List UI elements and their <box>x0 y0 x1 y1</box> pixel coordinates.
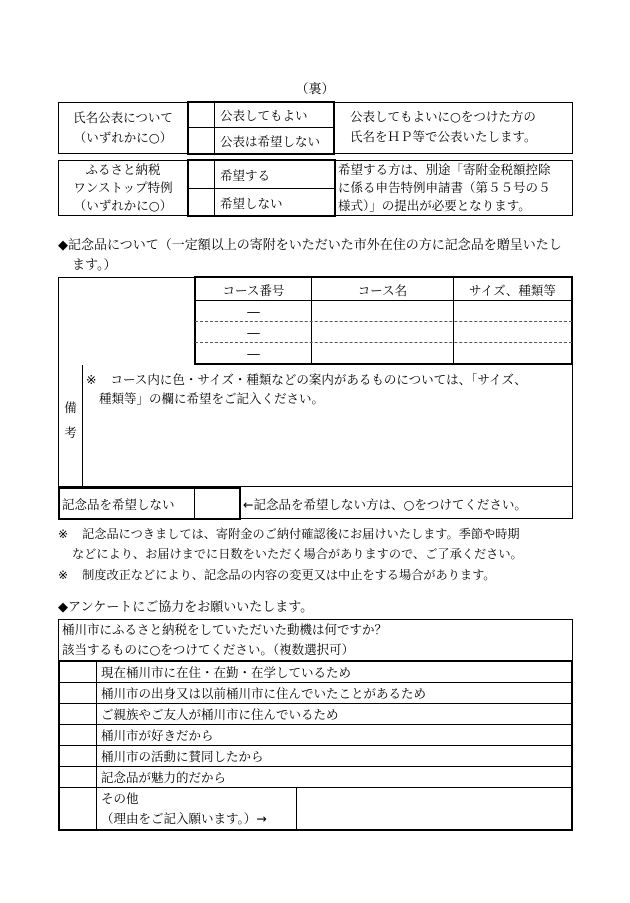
one-stop-note-line1: 希望する方は、別途「寄附金税額控除 <box>338 162 551 177</box>
name-publish-note-line1: 公表してもよいに○をつけた方の <box>350 109 536 124</box>
course-row-2-size[interactable] <box>454 322 571 342</box>
remarks-label-2: 考 <box>64 425 77 440</box>
survey-heading: ◆アンケートにご協力をお願いいたします。 <box>58 600 314 615</box>
name-publish-label-line2: （いずれかに○） <box>73 130 173 145</box>
survey-option-1: 現在桶川市に在住・在勤・在学しているため <box>101 665 352 680</box>
one-stop-note-line2: に係る申告特例申請書（第５５号の５ <box>338 180 551 195</box>
course-row-1-no: ― <box>247 303 260 319</box>
gift-note-1-line2: などにより、お届けまでに日数をいただく場合がありますので、ご了承ください。 <box>72 547 523 561</box>
gift-note-1-text: 記念品につきましては、寄附金のご納付確認後にお届けいたします。季節や時期 <box>82 527 520 541</box>
course-row-2-name[interactable] <box>312 322 453 342</box>
one-stop-label <box>58 160 188 216</box>
one-stop-row-divider <box>187 188 336 189</box>
remarks-field[interactable] <box>84 406 571 484</box>
gift-note-1-mark: ※ <box>58 527 69 541</box>
remarks-line1-text: コース内に色・サイズ・種類などの案内があるものについては、「サイズ、 <box>110 372 527 387</box>
survey-option-2: 桶川市の出身又は以前桶川市に住んでいたことがあるため <box>101 686 427 701</box>
survey-option-3-mark[interactable] <box>60 704 96 724</box>
one-stop-label-line2: ワンストップ特例 <box>73 180 173 195</box>
survey-option-5: 桶川市の活動に賛同したから <box>101 749 264 764</box>
survey-other-label: その他 <box>101 791 139 806</box>
survey-other-reason-field[interactable] <box>298 789 570 829</box>
gift-heading <box>58 236 578 276</box>
name-publish-label <box>58 102 188 154</box>
one-stop-label-line1: ふるさと納税 <box>85 162 161 177</box>
survey-option-1-mark[interactable] <box>60 662 96 682</box>
name-publish-option-yes[interactable]: 公表してもよい <box>220 108 308 123</box>
survey-question <box>62 620 570 660</box>
course-col-header-name: コース名 <box>357 282 408 298</box>
survey-option-6-mark[interactable] <box>60 767 96 787</box>
survey-option-4-mark[interactable] <box>60 725 96 745</box>
decline-label: 記念品を希望しない <box>62 496 175 512</box>
name-publish-note <box>350 107 570 147</box>
remarks-text <box>86 370 572 408</box>
course-col-header-size: サイズ、種類等 <box>469 282 556 298</box>
remarks-line2: 種類等」の欄に希望をご記入ください。 <box>99 391 325 406</box>
one-stop-option-no[interactable]: 希望しない <box>220 195 283 211</box>
remarks-divider <box>82 365 83 486</box>
name-publish-option-no[interactable]: 公表は希望しない <box>220 134 321 149</box>
remarks-label-1: 備 <box>64 400 77 415</box>
decline-note: ←記念品を希望しない方は、○をつけてください。 <box>243 496 527 512</box>
one-stop-note <box>338 161 574 215</box>
survey-other-mark[interactable] <box>60 788 96 829</box>
gift-heading-line1: ◆記念品について（一定額以上の寄附をいただいた市外在住の方に記念品を贈呈いたし <box>58 238 562 253</box>
course-row-3-size[interactable] <box>454 343 571 363</box>
course-col-header-no: コース番号 <box>222 282 285 298</box>
decline-mark-cell[interactable] <box>196 489 239 518</box>
page-side-label: （裏） <box>295 82 335 97</box>
name-publish-note-line2: 氏名をＨＰ等で公表いたします。 <box>350 129 537 144</box>
name-publish-label-line1: 氏名公表について <box>73 110 173 125</box>
survey-other-reason: （理由をご記入願います。）→ <box>101 811 267 826</box>
course-row-1-size[interactable] <box>454 301 571 321</box>
gift-note-2 <box>58 565 578 585</box>
one-stop-note-line3: 様式）」の提出が必要となります。 <box>338 198 531 213</box>
gift-note-1-line1 <box>58 524 578 544</box>
survey-question-line1: 桶川市にふるさと納税をしていただいた動機は何ですか？ <box>62 622 388 637</box>
remarks-mark: ※ <box>86 372 97 387</box>
decline-divider <box>194 488 195 519</box>
name-publish-row-divider <box>187 127 335 128</box>
survey-row-line-6 <box>60 787 571 788</box>
course-row-3-no: ― <box>247 345 260 361</box>
one-stop-label-line3: （いずれかに○） <box>73 198 173 213</box>
survey-option-5-mark[interactable] <box>60 746 96 766</box>
survey-question-line2: 該当するものに○をつけてください。（複数選択可） <box>62 642 355 657</box>
gift-note-2-mark: ※ <box>58 568 69 582</box>
gift-heading-line2: ます。） <box>72 258 117 273</box>
remarks-line1 <box>86 370 572 389</box>
survey-option-4: 桶川市が好きだから <box>101 728 214 743</box>
course-row-3-name[interactable] <box>312 343 453 363</box>
survey-option-2-mark[interactable] <box>60 683 96 703</box>
course-row-1-name[interactable] <box>312 301 453 321</box>
name-publish-option-divider <box>214 101 215 155</box>
one-stop-option-yes[interactable]: 希望する <box>220 167 271 183</box>
remarks-label <box>59 395 82 445</box>
survey-option-6: 記念品が魅力的だから <box>101 770 227 785</box>
course-row-2-no: ― <box>247 324 260 340</box>
survey-option-3: ご親族やご友人が桶川市に住んでいるため <box>101 707 339 722</box>
survey-other-label-block <box>101 789 296 829</box>
gift-note-1 <box>58 524 578 564</box>
gift-note-2-text: 制度改正などにより、記念品の内容の変更又は中止をする場合があります。 <box>82 568 496 582</box>
survey-other-divider <box>296 788 297 830</box>
